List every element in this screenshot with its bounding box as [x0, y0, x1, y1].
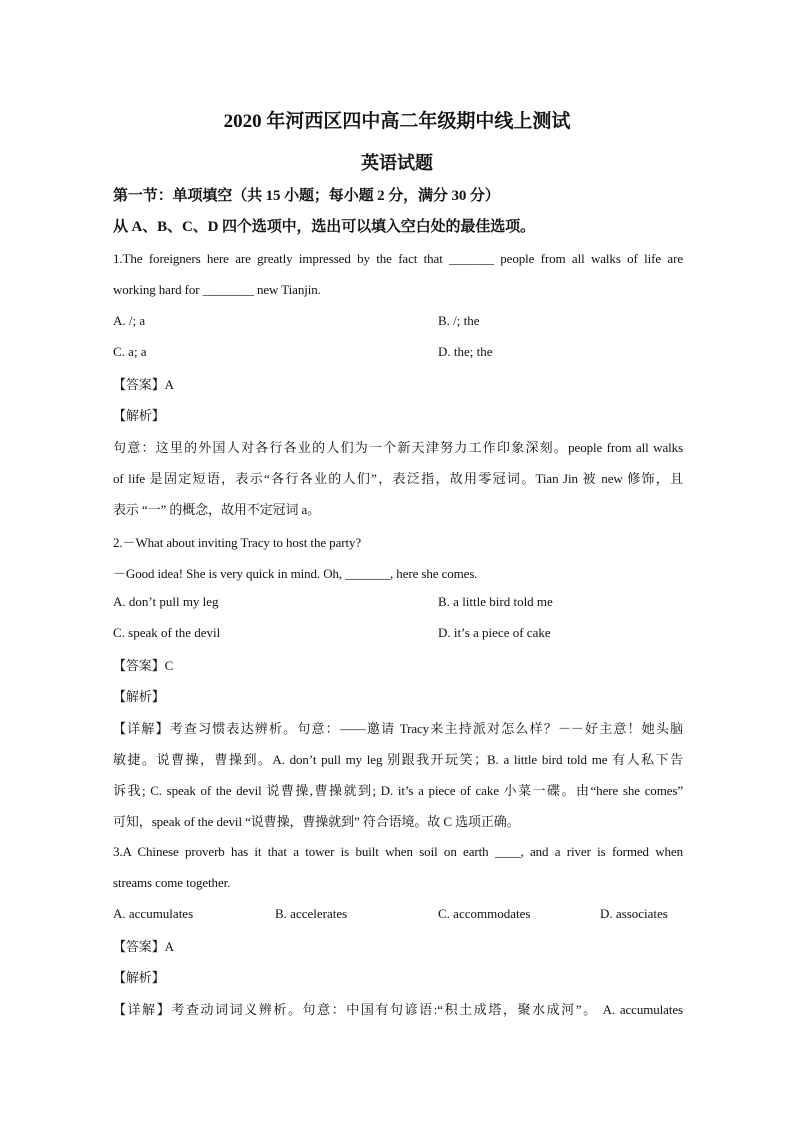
q3-analysis-label: 【解析】 [113, 970, 165, 985]
q3-option-c: C. accommodates [438, 906, 531, 921]
q1-option-a: A. /; a [113, 313, 146, 328]
q2-explanation-line3: 诉我; C. speak of the devil 说曹操,曹操就到; D. it’s a piece of cake 小菜一碟。由“here she comes” [113, 783, 683, 798]
q3-answer: 【答案】A [113, 939, 174, 954]
q2-stem-line1: 2.－What about inviting Tracy to host the party? [113, 535, 362, 550]
q2-option-a: A. don’t pull my leg [113, 594, 219, 609]
q3-stem-line1: 3.A Chinese proverb has it that a tower is built when soil on earth ____, and a river is formed when [113, 844, 683, 859]
q1-option-c: C. a; a [113, 344, 147, 359]
q1-answer: 【答案】A [113, 377, 174, 392]
q2-option-d: D. it’s a piece of cake [438, 625, 551, 640]
page-subtitle: 英语试题 [361, 153, 433, 173]
q1-explanation-line2: of life 是固定短语，表示“各行各业的人们”，表泛指，故用零冠词。Tian Jin 被 new 修饰，且 [113, 471, 683, 486]
q2-explanation-line4: 可知，speak of the devil “说曹操，曹操就到” 符合语境。故 C 选项正确。 [113, 814, 520, 829]
q2-option-c: C. speak of the devil [113, 625, 221, 640]
q2-stem-line2: －Good idea! She is very quick in mind. Oh, _______, here she comes. [113, 566, 478, 581]
q3-option-b: B. accelerates [275, 906, 348, 921]
q1-stem-line2: working hard for ________ new Tianjin. [113, 282, 321, 297]
q1-stem-line1: 1.The foreigners here are greatly impressed by the fact that _______ people from all walks of life are [113, 251, 683, 266]
q1-explanation-line3: 表示 “一” 的概念，故用不定冠词 a。 [113, 502, 321, 517]
q3-stem-line2: streams come together. [113, 875, 231, 890]
q2-option-b: B. a little bird told me [438, 594, 553, 609]
q1-option-d: D. the; the [438, 344, 493, 359]
q2-explanation-line1: 【详解】考查习惯表达辨析。句意：——邀请 Tracy来主持派对怎么样？－－好主意！她头脑 [113, 721, 683, 736]
q3-explanation-line1: 【详解】考查动词词义辨析。句意：中国有句谚语:“积土成塔，聚水成河”。 A. accumulates [113, 1002, 683, 1017]
q1-option-b: B. /; the [438, 313, 480, 328]
q2-explanation-line2: 敏捷。说曹操，曹操到。A. don’t pull my leg 别跟我开玩笑；B. a little bird told me 有人私下告 [113, 752, 683, 767]
q3-option-d: D. associates [600, 906, 668, 921]
section-heading: 第一节：单项填空（共 15 小题；每小题 2 分，满分 30 分） [113, 188, 500, 204]
q1-analysis-label: 【解析】 [113, 408, 165, 423]
q1-explanation-line1: 句意：这里的外国人对各行各业的人们为一个新天津努力工作印象深刻。people from all walks [113, 440, 683, 455]
q2-analysis-label: 【解析】 [113, 689, 165, 704]
q3-option-a: A. accumulates [113, 906, 194, 921]
section-instruction: 从 A、B、C、D 四个选项中，选出可以填入空白处的最佳选项。 [113, 219, 535, 235]
q2-answer: 【答案】C [113, 658, 174, 673]
page-title: 2020 年河西区四中高二年级期中线上测试 [223, 111, 571, 132]
